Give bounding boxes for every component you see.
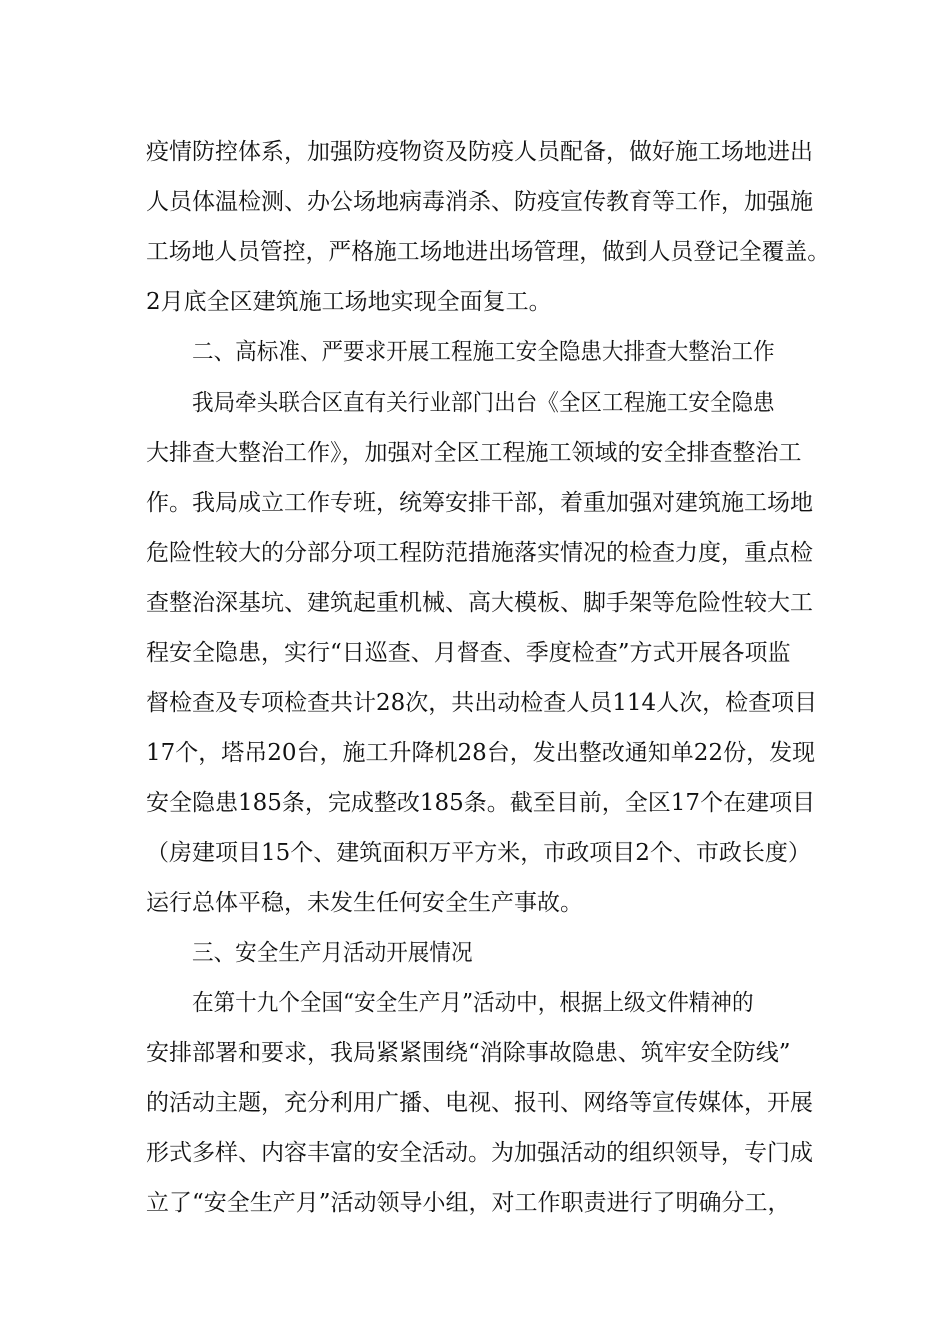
text-line: 的活动主题，充分利用广播、电视、报刊、网络等宣传媒体，开展 <box>146 1090 813 1116</box>
text-line: 危险性较大的分部分项工程防范措施落实情况的检查力度，重点检 <box>146 540 813 566</box>
text-line: 查整治深基坑、建筑起重机械、高大模板、脚手架等危险性较大工 <box>146 590 813 616</box>
text-line: 在第十九个全国“安全生产月”活动中，根据上级文件精神的 <box>192 990 754 1016</box>
text-line: 人员体温检测、办公场地病毒消杀、防疫宣传教育等工作，加强施 <box>146 189 813 215</box>
text-line: 形式多样、内容丰富的安全活动。为加强活动的组织领导，专门成 <box>146 1140 813 1166</box>
text-line: 程安全隐患，实行“日巡查、月督查、季度检查”方式开展各项监 <box>146 640 791 666</box>
text-line: 2月底全区建筑施工场地实现全面复工。 <box>146 289 552 315</box>
text-line: 安排部署和要求，我局紧紧围绕“消除事故隐患、筑牢安全防线” <box>146 1040 791 1066</box>
section-heading-2: 二、高标准、严要求开展工程施工安全隐患大排查大整治工作 <box>192 339 775 365</box>
text-line: 疫情防控体系，加强防疫物资及防疫人员配备，做好施工场地进出 <box>146 139 813 165</box>
text-line: 督检查及专项检查共计28次，共出动检查人员114人次，检查项目 <box>146 690 818 716</box>
text-line: 运行总体平稳，未发生任何安全生产事故。 <box>146 890 583 916</box>
text-line: 作。我局成立工作专班，统筹安排干部，着重加强对建筑施工场地 <box>146 490 813 516</box>
text-line: （房建项目15个、建筑面积万平方米，市政项目2个、市政长度） <box>146 840 811 866</box>
text-line: 17个，塔吊20台，施工升降机28台，发出整改通知单22份，发现 <box>146 740 816 766</box>
section-heading-3: 三、安全生产月活动开展情况 <box>192 940 473 966</box>
text-line: 大排查大整治工作》，加强对全区工程施工领域的安全排查整治工 <box>146 440 802 466</box>
text-line: 工场地人员管控，严格施工场地进出场管理，做到人员登记全覆盖。 <box>146 239 830 265</box>
text-line: 立了“安全生产月”活动领导小组，对工作职责进行了明确分工， <box>146 1190 791 1216</box>
text-line: 我局牵头联合区直有关行业部门出台《全区工程施工安全隐患 <box>192 390 775 416</box>
text-line: 安全隐患185条，完成整改185条。截至目前，全区17个在建项目 <box>146 790 816 816</box>
